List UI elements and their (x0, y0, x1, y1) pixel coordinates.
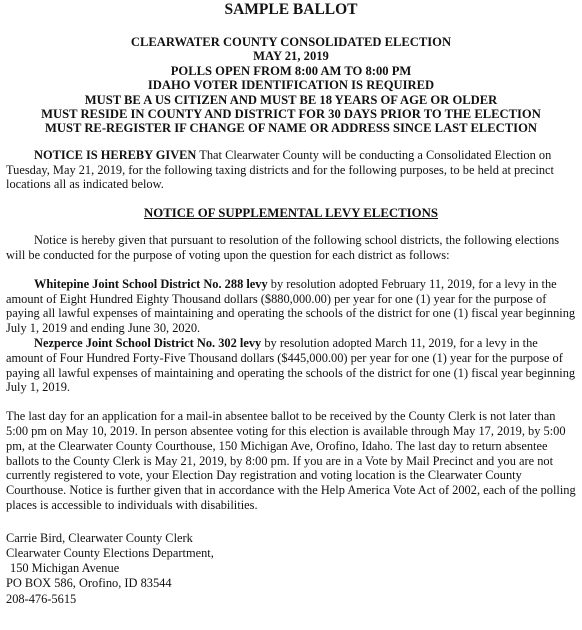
notice-intro-paragraph: Notice is hereby given that pursuant to resolution of the following school districts, the following elections will be conducted for the purpose of voting upon the question for each district as follows: (6, 233, 560, 263)
notice-given-lead: NOTICE IS HEREBY GIVEN (34, 147, 197, 162)
section-title: NOTICE OF SUPPLEMENTAL LEVY ELECTIONS (144, 206, 438, 221)
header-line: POLLS OPEN FROM 8:00 AM TO 8:00 PM (170, 63, 412, 78)
clerk-name: Carrie Bird, Clearwater County Clerk (6, 530, 193, 545)
street-address: 150 Michigan Avenue (10, 561, 120, 576)
po-box-address: PO BOX 586, Orofino, ID 83544 (6, 576, 172, 591)
header-line: MAY 21, 2019 (253, 49, 329, 64)
signature-block (6, 531, 576, 607)
district-paragraph (6, 277, 576, 336)
district-name: Nezperce Joint School District No. 302 levy (34, 336, 262, 351)
header-line: MUST RE-REGISTER IF CHANGE OF NAME OR ADDRESS SINCE LAST ELECTION (45, 121, 537, 136)
election-header (6, 35, 576, 136)
notice-given-paragraph (6, 148, 576, 192)
header-line: MUST BE A US CITIZEN AND MUST BE 18 YEARS OF AGE OR OLDER (84, 92, 498, 107)
district-text: by resolution adopted March 11, 2019, for a levy in the amount of Four Hundred Forty-Five Thousand dollars ($445,000.00) per year for one (1) year for the purpose of paying all lawful expenses of maintaining and operating the schools of the district for one (1) fiscal year beginning July 1, 2019. (6, 336, 576, 395)
page-title: SAMPLE BALLOT (224, 1, 358, 18)
phone-number: 208-476-5615 (6, 591, 77, 606)
header-line: CLEARWATER COUNTY CONSOLIDATED ELECTION (130, 35, 452, 49)
notice-given-text: That Clearwater County will be conducting a Consolidated Election on Tuesday, May 21, 2019, for the following taxing districts and for the following purposes, to be held at precinct locations all as indicated below. (6, 147, 554, 192)
header-line: IDAHO VOTER IDENTIFICATION IS REQUIRED (147, 78, 435, 93)
absentee-paragraph: The last day for an application for a mail-in absentee ballot to be received by the County Clerk is not later than 5:00 pm on May 10, 2019. In person absentee voting for this election is available through May 17, 2019, by 5:00 pm, at the Clearwater County Courthouse, 150 Michigan Ave, Orofino, Idaho. The last day to return absentee ballots to the County Clerk is May 21, 2019, by 8:00 pm. If you are in a Vote by Mail Precinct and you are not currently registered to vote, your Election Day registration and voting location is the Clearwater County Courthouse. Notice is further given that in accordance with the Help America Vote Act of 2002, each of the polling places is accessible to individuals with disabilities. (6, 409, 576, 512)
district-text: by resolution adopted February 11, 2019, for a levy in the amount of Eight Hundred Eighty Thousand dollars ($880,000.00) per year for one (1) year for the purpose of paying all lawful expenses of maintaining and operating the schools of the district for one (1) fiscal year beginning July 1, 2019 and ending June 30, 2020. (6, 276, 576, 336)
department-name: Clearwater County Elections Department, (6, 545, 214, 560)
header-line: MUST RESIDE IN COUNTY AND DISTRICT FOR 30 DAYS PRIOR TO THE ELECTION (41, 107, 541, 122)
district-paragraph (6, 336, 576, 395)
district-name: Whitepine Joint School District No. 288 levy (34, 276, 268, 291)
